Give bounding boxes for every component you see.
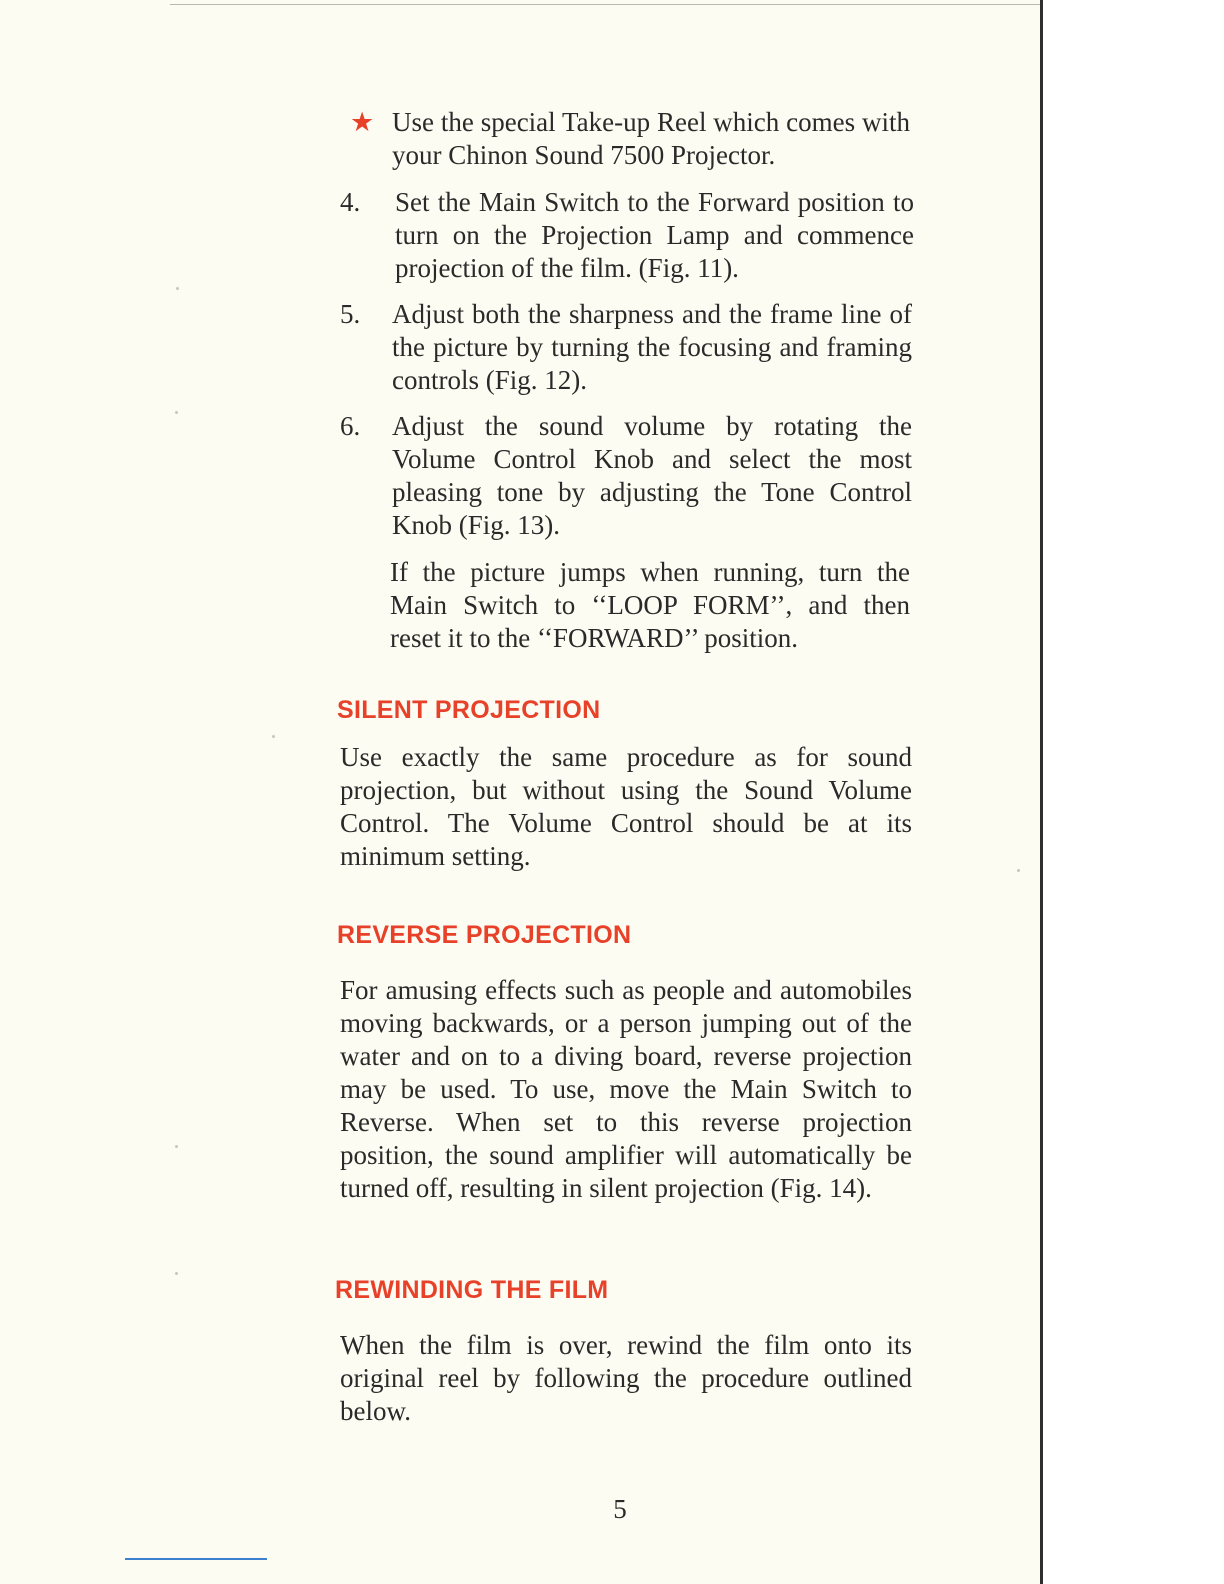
paper-speck: [175, 1145, 178, 1148]
section-body: For amusing effects such as people and automobiles moving backwards, or a person jumping out of the water and on to a diving board, reverse projection may be used. To use, move the Main Switch to Reverse. When set to this reverse projection position, the sound amplifier will automatically be turned off, resulting in silent projection (Fig. 14).: [340, 975, 912, 1203]
link-underline: [125, 1558, 267, 1560]
step-text: Set the Main Switch to the Forward position to turn on the Projection Lamp and commence projection of the film. (Fig. 11).: [395, 187, 914, 283]
section-heading: REVERSE PROJECTION: [337, 921, 632, 949]
right-margin: [1043, 0, 1224, 1584]
paper-speck: [175, 1272, 178, 1275]
step-number: 6.: [340, 411, 361, 441]
star-note: [350, 106, 912, 176]
page-number: 5: [613, 1494, 627, 1524]
step-text: Adjust the sound volume by rotating the Volume Control Knob and select the most pleasing tone by adjusting the Tone Control Knob (Fig. 13).: [392, 411, 912, 540]
step-number: 4.: [340, 187, 361, 217]
section-heading: SILENT PROJECTION: [337, 696, 601, 724]
step-number: 5.: [340, 299, 361, 329]
step-6: [340, 410, 912, 545]
step-text: Adjust both the sharpness and the frame line of the picture by turning the focusing and framing controls (Fig. 12).: [392, 299, 912, 395]
paper-speck: [272, 735, 275, 738]
star-icon: ★: [350, 107, 375, 137]
step-4: [340, 186, 914, 286]
star-note-text: Use the special Take-up Reel which comes with your Chinon Sound 7500 Projector.: [392, 107, 910, 170]
section-heading: REWINDING THE FILM: [335, 1276, 609, 1304]
paper-speck: [176, 287, 179, 290]
top-rule: [170, 4, 1040, 5]
paper-speck: [1017, 869, 1020, 872]
step-5: [340, 298, 912, 398]
section-body: Use exactly the same procedure as for sound projection, but without using the Sound Volume Control. The Volume Control should be at its minimum setting.: [340, 742, 912, 871]
loop-form-note: If the picture jumps when running, turn the Main Switch to ‘‘LOOP FORM’’, and then reset it to the ‘‘FORWARD’’ position.: [390, 557, 910, 653]
paper-speck: [175, 411, 178, 414]
section-body: When the film is over, rewind the film onto its original reel by following the procedure outlined below.: [340, 1330, 912, 1426]
